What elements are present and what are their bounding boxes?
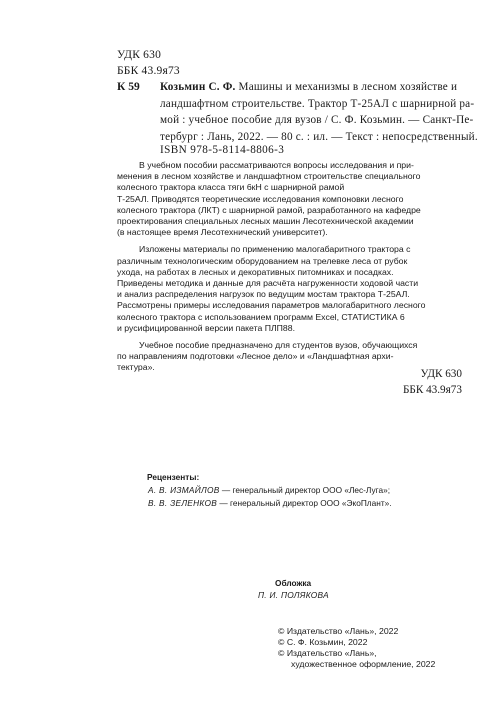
cover-title: Обложка	[275, 578, 312, 588]
abstract-line: Изложены материалы по применению малогабаритного трактора с	[139, 244, 411, 255]
copyright-line: © Издательство «Лань», 2022	[278, 626, 399, 636]
catalog-code: К 59	[117, 81, 140, 93]
abstract	[117, 160, 467, 374]
abstract-line: колесного трактора класса тяги 6кН с шарнирной рамой	[117, 182, 345, 193]
isbn: ISBN 978-5-8114-8806-3	[160, 144, 285, 156]
biblio-line-4: тербург : Лань, 2022. — 80 с. : ил. — Текст : непосредственный.	[160, 130, 478, 143]
reviewer-role: — генеральный директор ООО «Лес-Луга»;	[219, 485, 391, 495]
reviewers-title: Рецензенты:	[147, 472, 200, 482]
abstract-line: по направлениям подготовки «Лесное дело» и «Ландшафтная архи-	[117, 351, 394, 362]
reviewer-role: — генеральный директор ООО «ЭкоПлант».	[217, 498, 392, 508]
abstract-line: (в настоящее время Лесотехнический университет).	[117, 227, 328, 238]
author-name: Козьмин С. Ф.	[160, 81, 236, 93]
bbk-code-bottom: ББК 43.9я73	[402, 384, 462, 396]
reviewer-name: В. В. ЗЕЛЕНКОВ	[148, 498, 218, 508]
udk-code-top: УДК 630	[117, 49, 162, 61]
biblio-line-3: мой : учебное пособие для вузов / С. Ф. Козьмин. — Санкт-Пе-	[160, 114, 474, 126]
bibliographic-record	[160, 79, 478, 145]
abstract-line: менения в лесном хозяйстве и ландшафтном строительстве специального	[117, 171, 421, 182]
abstract-line: Т-25АЛ. Приводятся теоретические исследования компоновки лесного	[117, 193, 404, 204]
abstract-line: В учебном пособии рассматриваются вопросы исследования и при-	[139, 160, 414, 170]
cover-designer: П. И. ПОЛЯКОВА	[258, 590, 329, 600]
reviewer-name: А. В. ИЗМАЙЛОВ	[148, 485, 220, 495]
biblio-line-2: ландшафтном строительстве. Трактор Т-25АЛ с шарнирной ра-	[160, 97, 475, 110]
abstract-line: колесного трактора с использованием программ Excel, СТАТИСТИКА 6	[117, 311, 405, 322]
abstract-line: Приведены методика и данные для расчёта нагруженности ходовой части	[117, 278, 419, 289]
bbk-code-top: ББК 43.9я73	[117, 65, 180, 77]
abstract-line: различным технологическим оборудованием на трелевке леса от рубок	[117, 255, 408, 266]
abstract-line: и русифицированной версии пакета ПЛП88.	[117, 322, 295, 333]
abstract-line: проектирования специальных лесных машин Лесотехнической академии	[117, 216, 414, 227]
udk-code-bottom: УДК 630	[420, 368, 462, 380]
abstract-line: и анализ распределения нагрузок по ведущим мостам трактора Т-25АЛ.	[117, 289, 410, 300]
reviewer-entry	[148, 485, 390, 496]
abstract-line: Рассмотрены примеры исследования параметров малогабаритного лесного	[117, 300, 426, 311]
abstract-line: Учебное пособие предназначено для студентов вузов, обучающихся	[139, 340, 418, 351]
copyright-line: © Издательство «Лань»,	[278, 648, 377, 658]
copyright-line: © С. Ф. Козьмин, 2022	[278, 637, 368, 647]
reviewer-entry	[148, 498, 392, 509]
abstract-line: колесного трактора (ЛКТ) с шарнирной рамой, разработанного на кафедре	[117, 204, 421, 215]
copyright-continuation: художественное оформление, 2022	[291, 659, 436, 669]
abstract-line: ухода, на работах в лесных и декоративных питомниках и посадках.	[117, 266, 394, 277]
abstract-line: тектура».	[117, 362, 155, 373]
biblio-line-1	[160, 79, 464, 96]
biblio-title-start: Машины и механизмы в лесном хозяйстве и	[235, 81, 458, 93]
